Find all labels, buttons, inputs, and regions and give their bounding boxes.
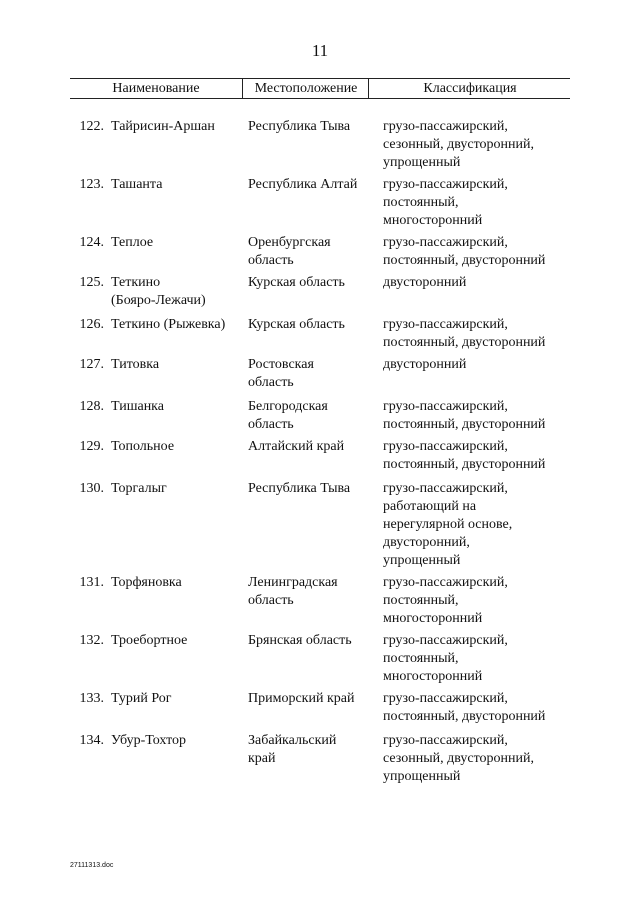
row-location bbox=[248, 316, 378, 334]
row-name-line: Торфяновка bbox=[111, 575, 182, 590]
row-location-line: Республика Тыва bbox=[248, 481, 351, 496]
row-name bbox=[111, 176, 246, 194]
row-name bbox=[111, 398, 246, 416]
header-classification: Классификация bbox=[368, 79, 571, 98]
row-classification bbox=[383, 398, 573, 434]
row-classification bbox=[383, 176, 573, 230]
row-name-line: Теткино (Рыжевка) bbox=[111, 317, 226, 332]
row-location bbox=[248, 356, 378, 392]
row-classification-line: двусторонний, bbox=[383, 535, 470, 550]
row-location bbox=[248, 118, 378, 136]
row-classification-line: упрощенный bbox=[383, 553, 461, 568]
row-number: 130. bbox=[79, 481, 104, 496]
row-location bbox=[248, 732, 378, 768]
row-number: 129. bbox=[79, 439, 104, 454]
row-location bbox=[248, 398, 378, 434]
row-location-line: Ростовская bbox=[248, 357, 314, 372]
row-classification-line: многосторонний bbox=[383, 611, 483, 626]
row-location-line: Забайкальский bbox=[248, 733, 337, 748]
row-number: 125. bbox=[79, 275, 104, 290]
header-name: Наименование bbox=[112, 81, 200, 96]
row-classification-line: грузо-пассажирский, bbox=[383, 481, 508, 496]
row-location-line: Белгородская bbox=[248, 399, 328, 414]
row-name-line: Троебортное bbox=[111, 633, 188, 648]
row-classification bbox=[383, 234, 573, 270]
row-location-line: Республика Алтай bbox=[248, 177, 358, 192]
row-classification-line: постоянный, двусторонний bbox=[383, 417, 546, 432]
row-classification-line: сезонный, двусторонний, bbox=[383, 137, 534, 152]
footer-filename: 27111313.doc bbox=[70, 862, 114, 869]
row-classification-line: грузо-пассажирский, bbox=[383, 691, 508, 706]
row-name-line: Ташанта bbox=[111, 177, 163, 192]
row-classification bbox=[383, 438, 573, 474]
row-name-line: Топольное bbox=[111, 439, 175, 454]
row-name bbox=[111, 118, 246, 136]
row-location-line: край bbox=[248, 751, 276, 766]
row-classification-line: грузо-пассажирский, bbox=[383, 633, 508, 648]
row-classification-line: постоянный, bbox=[383, 593, 459, 608]
row-name-line: Тайрисин-Аршан bbox=[111, 119, 215, 134]
row-classification-line: постоянный, двусторонний bbox=[383, 253, 546, 268]
table-header bbox=[70, 78, 570, 99]
row-name bbox=[111, 690, 246, 708]
row-classification-line: постоянный, двусторонний bbox=[383, 709, 546, 724]
row-classification-line: грузо-пассажирский, bbox=[383, 733, 508, 748]
row-location-line: область bbox=[248, 593, 294, 608]
row-classification bbox=[383, 118, 573, 172]
row-name-line: Титовка bbox=[111, 357, 160, 372]
row-classification-line: грузо-пассажирский, bbox=[383, 317, 508, 332]
row-number: 127. bbox=[79, 357, 104, 372]
row-classification-line: упрощенный bbox=[383, 155, 461, 170]
row-location-line: Курская область bbox=[248, 317, 345, 332]
row-location-line: область bbox=[248, 253, 294, 268]
row-number: 126. bbox=[79, 317, 104, 332]
row-name bbox=[111, 732, 246, 750]
row-classification-line: грузо-пассажирский, bbox=[383, 575, 508, 590]
row-number: 128. bbox=[79, 399, 104, 414]
row-classification bbox=[383, 690, 573, 726]
row-number: 123. bbox=[79, 177, 104, 192]
row-classification-line: постоянный, bbox=[383, 651, 459, 666]
row-location bbox=[248, 480, 378, 498]
row-location bbox=[248, 176, 378, 194]
page-number: 11 bbox=[311, 41, 329, 60]
row-classification bbox=[383, 574, 573, 628]
row-classification bbox=[383, 356, 573, 374]
row-location-line: область bbox=[248, 375, 294, 390]
row-name-line: Теткино bbox=[111, 275, 161, 290]
row-location bbox=[248, 690, 378, 708]
row-name bbox=[111, 274, 246, 310]
row-location-line: Брянская область bbox=[248, 633, 352, 648]
row-name bbox=[111, 234, 246, 252]
row-name-line: Турий Рог bbox=[111, 691, 172, 706]
row-location-line: Ленинградская bbox=[248, 575, 338, 590]
row-classification-line: грузо-пассажирский, bbox=[383, 439, 508, 454]
row-classification-line: постоянный, bbox=[383, 195, 459, 210]
row-classification-line: сезонный, двусторонний, bbox=[383, 751, 534, 766]
row-classification-line: работающий на bbox=[383, 499, 477, 514]
row-location-line: Оренбургская bbox=[248, 235, 331, 250]
row-classification bbox=[383, 632, 573, 686]
row-location-line: Приморский край bbox=[248, 691, 355, 706]
row-location bbox=[248, 438, 378, 456]
row-number: 131. bbox=[79, 575, 104, 590]
row-name-line: Убур-Тохтор bbox=[111, 733, 187, 748]
row-classification-line: постоянный, двусторонний bbox=[383, 335, 546, 350]
row-classification-line: многосторонний bbox=[383, 669, 483, 684]
row-classification-line: грузо-пассажирский, bbox=[383, 235, 508, 250]
row-classification-line: упрощенный bbox=[383, 769, 461, 784]
row-number: 124. bbox=[79, 235, 104, 250]
header-location: Местоположение bbox=[242, 79, 369, 98]
row-location bbox=[248, 574, 378, 610]
row-location-line: Алтайский край bbox=[248, 439, 345, 454]
row-classification bbox=[383, 316, 573, 352]
row-number: 122. bbox=[79, 119, 104, 134]
row-number: 133. bbox=[79, 691, 104, 706]
row-location bbox=[248, 632, 378, 650]
row-classification-line: грузо-пассажирский, bbox=[383, 399, 508, 414]
row-name bbox=[111, 316, 246, 334]
row-classification-line: многосторонний bbox=[383, 213, 483, 228]
row-classification-line: двусторонний bbox=[383, 357, 467, 372]
row-classification-line: грузо-пассажирский, bbox=[383, 177, 508, 192]
row-location-line: Курская область bbox=[248, 275, 345, 290]
row-name bbox=[111, 438, 246, 456]
row-location-line: область bbox=[248, 417, 294, 432]
row-classification bbox=[383, 274, 573, 292]
row-classification bbox=[383, 732, 573, 786]
row-location bbox=[248, 274, 378, 292]
row-name bbox=[111, 632, 246, 650]
row-classification-line: постоянный, двусторонний bbox=[383, 457, 546, 472]
row-name-line: Теплое bbox=[111, 235, 154, 250]
row-classification-line: нерегулярной основе, bbox=[383, 517, 513, 532]
row-classification bbox=[383, 480, 573, 570]
row-number: 134. bbox=[79, 733, 104, 748]
row-classification-line: двусторонний bbox=[383, 275, 467, 290]
row-name bbox=[111, 480, 246, 498]
row-number: 132. bbox=[79, 633, 104, 648]
row-location bbox=[248, 234, 378, 270]
row-name bbox=[111, 574, 246, 592]
row-location-line: Республика Тыва bbox=[248, 119, 351, 134]
row-name bbox=[111, 356, 246, 374]
row-name-line: (Бояро-Лежачи) bbox=[111, 293, 206, 308]
row-classification-line: грузо-пассажирский, bbox=[383, 119, 508, 134]
row-name-line: Торгалыг bbox=[111, 481, 167, 496]
row-name-line: Тишанка bbox=[111, 399, 164, 414]
